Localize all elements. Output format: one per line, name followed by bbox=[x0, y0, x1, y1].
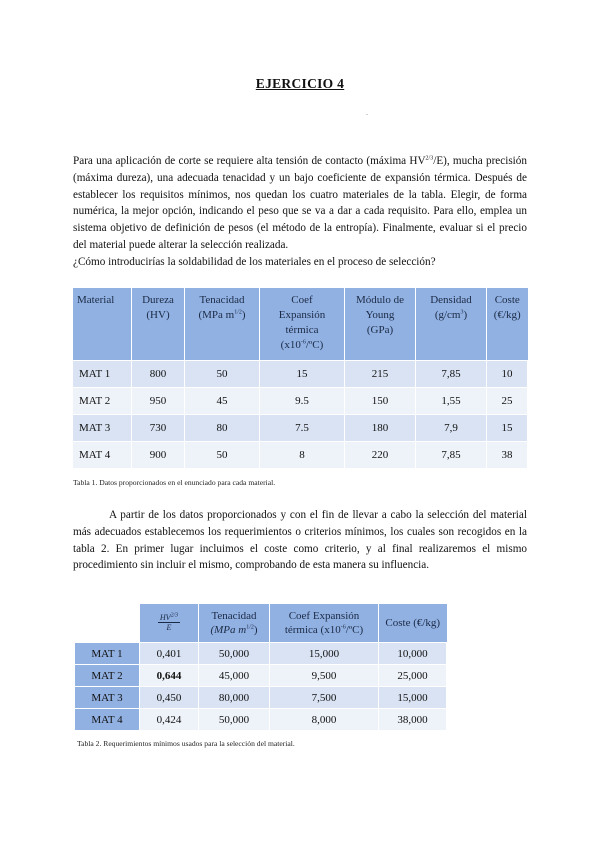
table-cell: 50 bbox=[185, 361, 260, 388]
formula-hv-e: $\frac{HV^{2/3}}{E}$ bbox=[159, 611, 179, 632]
col-header-coste: Coste (€/kg) bbox=[487, 288, 528, 361]
table-row bbox=[73, 415, 528, 442]
table-cell: MAT 2 bbox=[73, 388, 132, 415]
col-header-tenacidad: Tenacidad (MPa $m^{1/2}$) bbox=[185, 288, 260, 361]
table-cell: 50,000 bbox=[199, 709, 270, 731]
col-header-empty bbox=[75, 604, 140, 643]
table-cell: 50,000 bbox=[199, 643, 270, 665]
col-header-coef: Coef Expansión térmica $(x10^{-6}/ºC)$ bbox=[260, 288, 345, 361]
table-cell: 50 bbox=[185, 442, 260, 469]
table-cell: 25 bbox=[487, 388, 528, 415]
paragraph-analysis: A partir de los datos proporcionados y con el fin de llevar a cabo la selección del material más adecuados establecemos los requerimientos o criterios mínimos, los cuales son recogidos en la tabla 2. En primer lugar incluimos el coste como criterio, y al final realizaremos el mismo procedimiento sin incluir el mismo, comprobando de esta manera su influencia. bbox=[73, 509, 527, 572]
table-cell: 80 bbox=[185, 415, 260, 442]
table-cell: 9,500 bbox=[270, 665, 379, 687]
table-cell: MAT 2 bbox=[75, 665, 140, 687]
table-cell: 38,000 bbox=[379, 709, 447, 731]
table-row bbox=[73, 388, 528, 415]
table-row bbox=[75, 709, 447, 731]
table-cell: 7,85 bbox=[416, 442, 487, 469]
table-cell: 10,000 bbox=[379, 643, 447, 665]
table-cell: 730 bbox=[132, 415, 185, 442]
table-row bbox=[75, 687, 447, 709]
table-cell: 15,000 bbox=[270, 643, 379, 665]
table-cell: 215 bbox=[345, 361, 416, 388]
table-row bbox=[75, 643, 447, 665]
table-cell: 45,000 bbox=[199, 665, 270, 687]
table-cell: MAT 3 bbox=[75, 687, 140, 709]
table-row bbox=[73, 442, 528, 469]
col-header-dureza: Dureza (HV) bbox=[132, 288, 185, 361]
col-header-tenacidad: Tenacidad (MPa $m^{1/2}$) bbox=[199, 604, 270, 643]
stray-dot: . bbox=[366, 108, 368, 117]
table-cell: MAT 1 bbox=[75, 643, 140, 665]
table-row bbox=[73, 361, 528, 388]
col-header-material: Material bbox=[73, 288, 132, 361]
table-cell: 800 bbox=[132, 361, 185, 388]
table-cell: MAT 1 bbox=[73, 361, 132, 388]
table-cell: 950 bbox=[132, 388, 185, 415]
table-header-row bbox=[75, 604, 447, 643]
table-cell: 0,401 bbox=[140, 643, 199, 665]
table-cell: 900 bbox=[132, 442, 185, 469]
col-header-coef: Coef Expansión térmica $(x10^{-6}/ºC)$ bbox=[270, 604, 379, 643]
question-line: ¿Cómo introducirías la soldabilidad de los materiales en el proceso de selección? bbox=[73, 255, 436, 268]
col-header-hv-e bbox=[140, 604, 199, 643]
table-cell: 180 bbox=[345, 415, 416, 442]
col-header-coste: Coste (€/kg) bbox=[379, 604, 447, 643]
table-cell: 15 bbox=[487, 415, 528, 442]
col-header-densidad: Densidad $(g/cm^3)$ bbox=[416, 288, 487, 361]
table-cell: 25,000 bbox=[379, 665, 447, 687]
table-cell: 8 bbox=[260, 442, 345, 469]
table-cell: MAT 3 bbox=[73, 415, 132, 442]
table-cell: 7,500 bbox=[270, 687, 379, 709]
table-cell: 7,9 bbox=[416, 415, 487, 442]
table-cell: 9.5 bbox=[260, 388, 345, 415]
table-cell: 10 bbox=[487, 361, 528, 388]
table-materials-data bbox=[73, 288, 528, 468]
table-cell: MAT 4 bbox=[75, 709, 140, 731]
table-cell: MAT 4 bbox=[73, 442, 132, 469]
table-cell: 1,55 bbox=[416, 388, 487, 415]
table-cell: 0,424 bbox=[140, 709, 199, 731]
col-header-modulo: Módulo de Young (GPa) bbox=[345, 288, 416, 361]
table-cell: 7,85 bbox=[416, 361, 487, 388]
table-cell: 0,450 bbox=[140, 687, 199, 709]
table-cell: 15,000 bbox=[379, 687, 447, 709]
table-header-row bbox=[73, 288, 528, 361]
table-cell: 150 bbox=[345, 388, 416, 415]
table-cell: 7.5 bbox=[260, 415, 345, 442]
table-cell: 80,000 bbox=[199, 687, 270, 709]
table1-caption: Tabla 1. Datos proporcionados en el enunciado para cada material. bbox=[73, 478, 276, 487]
table-cell: 15 bbox=[260, 361, 345, 388]
table-cell: 38 bbox=[487, 442, 528, 469]
table2-caption: Tabla 2. Requerimientos mínimos usados para la selección del material. bbox=[77, 739, 295, 748]
paragraph-statement: Para una aplicación de corte se requiere alta tensión de contacto (máxima $HV^{2/3}/E$), mucha precisión (máxima dureza), una adecuada tenacidad y un bajo coeficiente de expansión térmica. Después de establecer los requisitos mínimos, nos quedan los cuatro materiales de la tabla. Elegir, de forma numérica, la mejor opción, indicando el peso que se va a dar a cada requisito. Para ello, emplea un sistema objetivo de definición de pesos (el método de la entropía). Finalmente, evaluar si el precio del material puede alterar la selección realizada. ¿Cómo introducirías la soldabilidad de los materiales en el proceso de selección? bbox=[73, 155, 527, 268]
table-row bbox=[75, 665, 447, 687]
table-cell: 8,000 bbox=[270, 709, 379, 731]
table-cell: 45 bbox=[185, 388, 260, 415]
page-title: EJERCICIO 4 bbox=[255, 76, 345, 91]
table-cell-highlight: 0,644 bbox=[140, 665, 199, 687]
table-minimum-requirements bbox=[75, 604, 447, 730]
table-cell: 220 bbox=[345, 442, 416, 469]
